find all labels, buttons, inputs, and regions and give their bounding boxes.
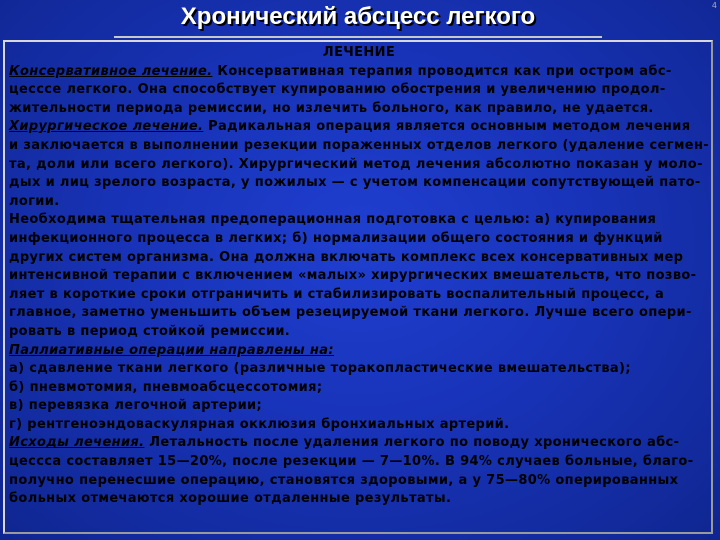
text-line	[9, 286, 709, 305]
line-text: инфекционного процесса в легких; б) нормализации общего состояния и функций	[9, 230, 663, 246]
text-line	[9, 360, 709, 379]
text-line	[9, 118, 709, 137]
line-text: Консервативная терапия проводится как при остром абс-	[212, 63, 672, 79]
text-line	[9, 193, 709, 212]
text-line	[9, 323, 709, 342]
line-text: г) рентгеноэндоваскулярная окклюзия бронхиальных артерий.	[9, 416, 510, 432]
section-heading: ЛЕЧЕНИЕ	[322, 45, 396, 60]
corner-mark: 4	[711, 1, 717, 10]
line-text: Необходима тщательная предоперационная подготовка с целью: а) купирования	[9, 212, 657, 228]
line-text: в) перевязка легочной артерии;	[9, 398, 263, 414]
line-text: главное, заметно уменьшить объем резецируемой ткани легкого. Лучше всего опери-	[9, 305, 692, 321]
line-text: цесссе легкого. Она способствует купированию обострения и увеличению продол-	[9, 82, 666, 98]
body-text	[9, 44, 709, 509]
text-line	[9, 342, 709, 361]
line-text: получно перенесшие операцию, становятся здоровыми, а у 75—80% оперированных	[9, 472, 679, 488]
text-line	[9, 211, 709, 230]
text-line	[9, 249, 709, 268]
line-text: Радикальная операция является основным методом лечения	[203, 119, 691, 135]
text-line	[9, 472, 709, 491]
line-text: и заключается в выполнении резекции пораженных отделов легкого (удаление сегмен-	[9, 137, 710, 153]
text-line	[9, 230, 709, 249]
text-line	[9, 137, 709, 156]
line-text: больных отмечаются хорошие отдаленные результаты.	[9, 491, 452, 507]
text-lines	[9, 63, 709, 509]
text-line	[9, 379, 709, 398]
line-text: интенсивной терапии с включением «малых» хирургических вмешательств, что позво-	[9, 268, 697, 284]
line-text: та, доли или всего легкого). Хирургический метод лечения абсолютно показан у моло-	[9, 156, 703, 172]
text-line	[9, 397, 709, 416]
text-line	[9, 490, 709, 509]
text-line	[9, 81, 709, 100]
line-text: логии.	[9, 193, 60, 209]
line-text: а) сдавление ткани легкого (различные торакопластические вмешательства);	[9, 361, 631, 377]
text-line	[9, 434, 709, 453]
subheading: Паллиативные операции направлены на:	[9, 342, 334, 358]
line-text: б) пневмотомия, пневмоабсцессотомия;	[9, 379, 323, 395]
line-text: других систем организма. Она должна включать комплекс всех консервативных мер	[9, 249, 684, 265]
line-text: ровать в период стойкой ремиссии.	[9, 323, 291, 339]
text-line	[9, 304, 709, 323]
text-line	[9, 174, 709, 193]
line-text: дых и лиц зрелого возраста, у пожилых — с учетом компенсации сопутствующей пато-	[9, 175, 701, 191]
text-line	[9, 63, 709, 82]
page-title: Хронический абсцесс легкого	[180, 3, 536, 30]
title-bar	[114, 0, 602, 38]
line-text: Летальность после удаления легкого по поводу хронического абс-	[144, 435, 680, 451]
text-line	[9, 416, 709, 435]
subheading: Консервативное лечение.	[9, 63, 213, 79]
text-line	[9, 453, 709, 472]
subheading: Исходы лечения.	[9, 435, 145, 451]
text-line	[9, 156, 709, 175]
subheading: Хирургическое лечение.	[9, 119, 204, 135]
line-text: жительности периода ремиссии, но излечить больного, как правило, не удается.	[9, 100, 654, 116]
line-text: ляет в короткие сроки отграничить и стабилизировать воспалительный процесс, а	[9, 286, 665, 302]
line-text: цессса составляет 15—20%, после резекции — 7—10%. В 94% случаев больные, благо-	[9, 454, 694, 470]
text-line	[9, 100, 709, 119]
text-line	[9, 267, 709, 286]
